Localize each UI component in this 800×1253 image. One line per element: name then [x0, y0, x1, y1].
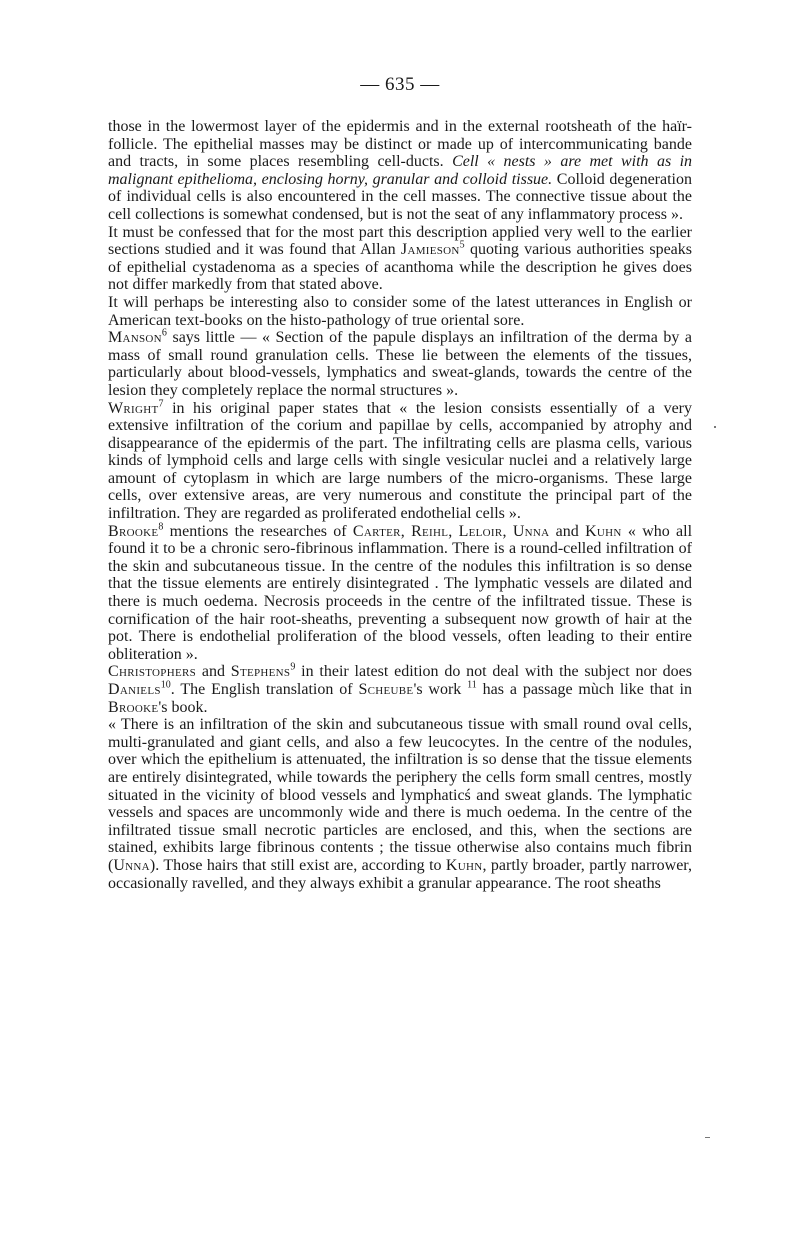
author-name: Brooke: [108, 522, 159, 540]
text-run: quoting various authorities speaks of epithelial cystadenoma as a species of acanthoma while the description he gives does not differ markedly from that stated above.: [108, 241, 693, 294]
text-run: . The English translation of: [170, 681, 359, 698]
text-run: mentions the researches of: [163, 522, 353, 540]
paragraph-p2: [108, 224, 692, 294]
text-run: ,: [400, 522, 412, 540]
author-name: Christophers: [108, 663, 197, 681]
paragraph-p5: [108, 400, 692, 523]
page-number: — 635 —: [360, 74, 440, 95]
footnote-ref: 11: [467, 679, 477, 691]
text-run: Colloid degeneration of individual cells is also encountered in the cell masses. The connective tissue about the cell collections is somewhat condensed, but is not the seat of any inflammatory process ».: [108, 170, 692, 223]
footnote-ref: 5: [459, 239, 465, 251]
text-run: in their latest edition do not deal with the subject nor does: [295, 663, 693, 681]
body-text: [108, 118, 692, 892]
author-name: Stephens: [230, 663, 291, 681]
author-name: Manson: [108, 329, 162, 347]
text-run: and: [196, 663, 231, 681]
paragraph-p1: [108, 118, 692, 224]
text-run: ,: [502, 522, 513, 540]
author-name: Scheube: [358, 681, 414, 698]
text-run: in his original paper states that « the lesion consists essentially of a very extensive infiltration of the corium and papillae by cells, accompanied by atrophy and disappearance of the epidermis of the part. The infiltrating cells are plasma cells, various kinds of lymphoid cells and large cells with single vesicular nuclei and a relatively large amount of cytoplasm in which are large numbers of the micro-organisms. These large cells, over extensive areas, are very numerous and constitute the principal part of the infiltration. They are regarded as proliferated endothelial cells ».: [108, 399, 692, 523]
text-run: , partly broader, partly narrower, occasionally ravelled, and they always exhibit a granular appearance. The root sheaths: [108, 856, 692, 892]
paragraph-p3: [108, 294, 692, 329]
author-name: Kuhn: [445, 856, 483, 874]
footnote-ref: 9: [290, 662, 296, 674]
text-run: It must be confessed that for the most part this description applied very well to the earlier sections studied and it was found that Allan: [108, 223, 692, 259]
footnote-ref: 7: [158, 398, 164, 410]
text-run: 's work: [413, 681, 468, 698]
footnote-ref: 8: [158, 521, 164, 533]
author-name: Reihl: [411, 522, 449, 540]
text-run: It will perhaps be interesting also to consider some of the latest utterances in English or American text-books on the histo-pathology of true oriental sore.: [108, 293, 692, 329]
paragraph-p4: [108, 329, 692, 399]
author-name: Leloir: [458, 522, 503, 540]
scan-speck: [714, 426, 716, 428]
text-run: has a passage mùch like that in: [476, 681, 693, 698]
text-run: « who all found it to be a chronic sero-fibrinous inflammation. There is a round-celled infiltration of the skin and subcutaneous tissue. In the centre of the nodules this infiltration is so dense that the tissue elements are entirely disintegrated . The lymphatic vessels are dilated and there is much oedema. Necrosis proceeds in the centre of the infiltrated tissue. These is cornification of the hair root-sheaths, preventing a subsequent now growth of hair at the pot. There is endothelial proliferation of the blood vessels, often leading to their entire obliteration ».: [108, 522, 693, 663]
author-name: Jamieson: [400, 241, 460, 259]
text-run: ,: [448, 522, 459, 540]
text-run: and: [549, 522, 586, 540]
footnote-ref: 10: [160, 679, 171, 691]
scan-speck: [705, 1137, 710, 1138]
paragraph-p8: [108, 716, 692, 892]
paragraph-p7: [108, 663, 692, 716]
text-run: says little — « Section of the papule displays an infiltration of the derma by a mass of small round granulation cells. These lie between the elements of the tissues, particularly about blood-vessels, lymphatics and sweat-glands, towards the centre of the lesion they completely replace the normal structures ».: [108, 329, 692, 399]
paragraph-p6: [108, 523, 692, 664]
text-run: « There is an infiltration of the skin and subcutaneous tissue with small round oval cells, multi-granulated and giant cells, and also a few leucocytes. In the centre of the nodules, over which the epithelium is attenuated, the infiltration is so dense that the tissue elements are entirely disintegrated, while towards the periphery the cells form small centres, mostly situated in the vicinity of blood vessels and lymphaticś and sweat glands. The lymphatic vessels and spaces are uncommonly wide and there is much oedema. In the centre of the infiltrated tissue small necrotic particles are enclosed, and this, when the sections are stained, exhibits large fibrinous contents ; the tissue otherwise also contains much fibrin (: [108, 716, 692, 874]
author-name: Daniels: [108, 681, 161, 698]
author-name: Brooke: [108, 698, 159, 716]
author-name: Carter: [352, 522, 401, 540]
author-name: Kuhn: [585, 522, 622, 540]
author-name: Unna: [113, 856, 150, 874]
italic-text: Cell « nests » are met with as in malignant epithelioma, enclosing horny, granular and colloid tissue.: [108, 153, 693, 188]
author-name: Unna: [512, 522, 550, 540]
author-name: Wright: [108, 399, 159, 417]
text-run: 's book.: [158, 698, 208, 716]
footnote-ref: 6: [161, 327, 167, 339]
text-run: those in the lowermost layer of the epidermis and in the external rootsheath of the haïr-follicle. The epithelial masses may be distinct or made up of intercommunicating bande and tracts, in some places resembling cell-ducts.: [108, 118, 692, 171]
text-run: ). Those hairs that still exist are, according to: [149, 856, 446, 874]
